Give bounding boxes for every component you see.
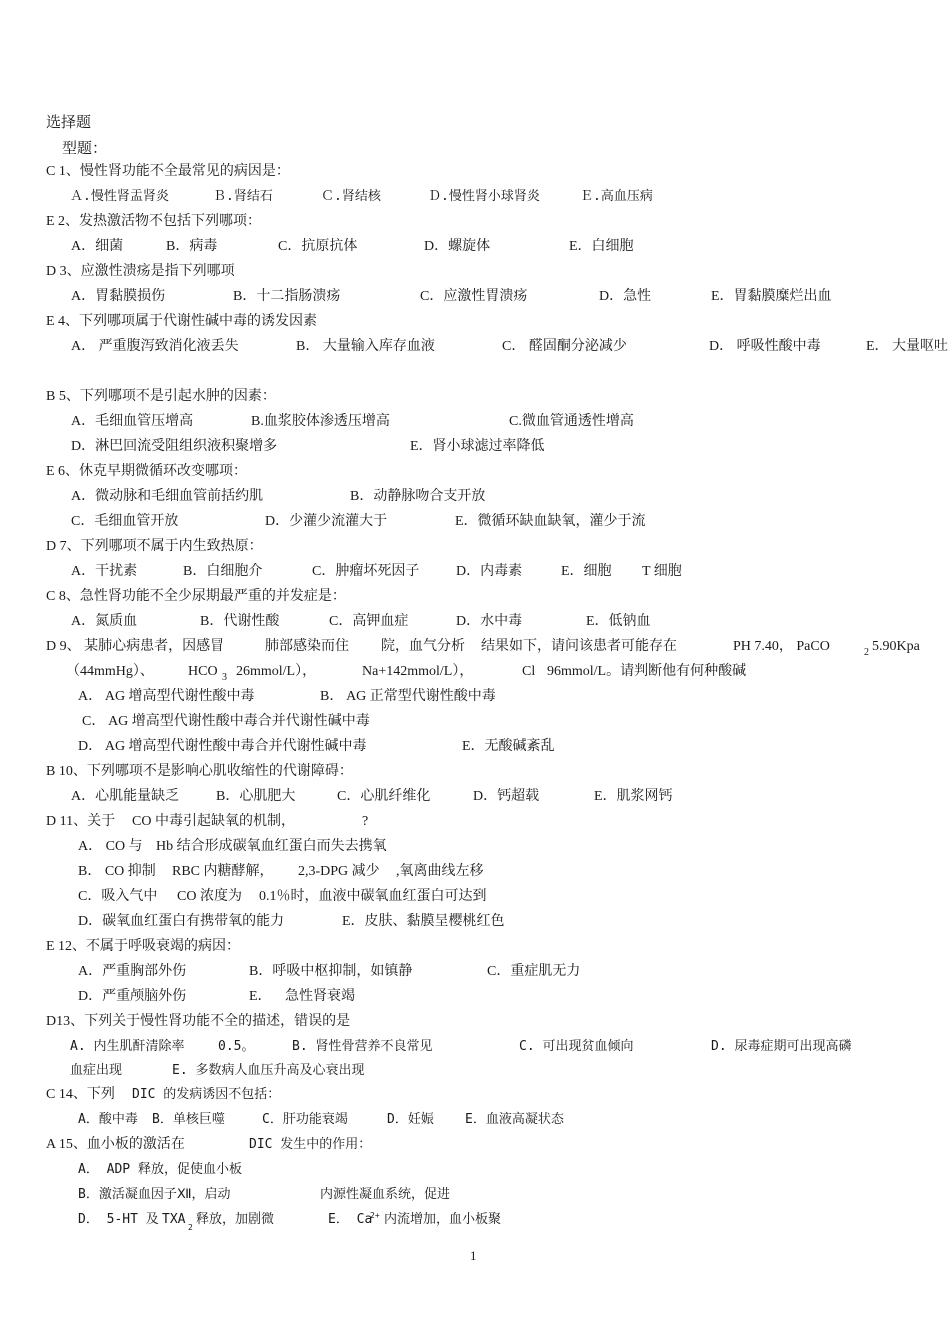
option-d: D． AG 增高型代谢性酸中毒合并代谢性碱中毒	[78, 739, 367, 754]
option-d: D．螺旋体	[424, 239, 491, 254]
option-e-part: 内流增加，血小板聚	[384, 1212, 502, 1227]
cl-value: 96mmol/L。请判断他有何种酸碱	[547, 664, 747, 679]
option-b: B．心肌肥大	[216, 789, 296, 804]
question-15-option-b	[0, 1183, 950, 1207]
question-13-options-row1	[0, 1035, 950, 1059]
option-a: Ａ.慢性肾盂肾炎	[70, 189, 169, 204]
option-e: E．肌浆网钙	[594, 789, 673, 804]
question-9	[0, 635, 950, 659]
option-c: C． 醛固酮分泌减少	[502, 339, 627, 354]
option-d: D．钙超载	[473, 789, 540, 804]
option-d: D．淋巴回流受阻组织液积聚增多	[71, 439, 278, 454]
question-5	[0, 385, 950, 409]
section-title-text: 选择题	[46, 113, 92, 131]
option-e: Ｅ.高血压病	[580, 189, 653, 204]
section-title	[0, 110, 950, 134]
option-b-part: 2,3-DPG 减少	[298, 864, 380, 879]
option-b: B．病毒	[166, 239, 218, 254]
question-11-option-b	[0, 860, 950, 884]
question-text: A 15、血小板的激活在	[46, 1137, 185, 1152]
option-d: D．急性	[599, 289, 652, 304]
option-a: A．微动脉和毛细血管前括约肌	[71, 489, 264, 504]
option-a: A．酸中毒	[78, 1112, 138, 1127]
option-c: C．应激性胃溃疡	[420, 289, 528, 304]
question-8-options	[0, 610, 950, 634]
question-text: E 4、下列哪项属于代谢性碱中毒的诱发因素	[46, 314, 318, 329]
option-e-part: 急性肾衰竭	[285, 989, 355, 1004]
option-c: C．抗原抗体	[278, 239, 358, 254]
option-d: D．少灌少流灌大于	[265, 514, 388, 529]
question-text-part: 结果如下，请问该患者可能存在	[481, 639, 677, 654]
question-4	[0, 310, 950, 334]
option-a-part: Hb 结合形成碳氧血红蛋白而失去携氧	[156, 839, 387, 854]
question-11	[0, 810, 950, 834]
option-e: E．胃黏膜糜烂出血	[711, 289, 832, 304]
option-d-part: 血症出现	[70, 1063, 123, 1078]
option-b-part: ,氧离曲线左移	[396, 864, 484, 879]
question-9-options-row1	[0, 685, 950, 709]
option-a-part: 0.5。	[218, 1039, 255, 1054]
question-10-options	[0, 785, 950, 809]
option-a: A．严重胸部外伤	[78, 964, 187, 979]
question-4-options	[0, 335, 950, 359]
option-e: E．	[249, 989, 272, 1004]
option-b: Ｂ.肾结石	[213, 189, 273, 204]
question-2	[0, 210, 950, 234]
option-a: A．毛细血管压增高	[71, 414, 194, 429]
question-9-continued	[0, 660, 950, 684]
option-a: A．胃黏膜损伤	[71, 289, 166, 304]
option-b: B.血浆胶体渗透压增高	[251, 414, 390, 429]
question-14-options	[0, 1108, 950, 1132]
question-10	[0, 760, 950, 784]
option-b: B．单核巨噬	[152, 1112, 225, 1127]
option-d-part: TXA	[162, 1212, 186, 1227]
question-text: D13、下列关于慢性肾功能不全的描述，错误的是	[46, 1014, 351, 1029]
cl-label: Cl	[522, 664, 536, 679]
section-subtitle	[0, 136, 950, 160]
question-15	[0, 1133, 950, 1157]
option-c: Ｃ.肾结核	[321, 189, 381, 204]
na-value: Na+142mmol/L），	[362, 664, 474, 679]
option-a: A. 内生肌酐清除率	[70, 1039, 185, 1054]
option-e: E．肾小球滤过率降低	[410, 439, 545, 454]
option-d: D. 尿毒症期可出现高磷	[711, 1039, 852, 1054]
option-e: E. 多数病人血压升高及心衰出现	[172, 1063, 365, 1078]
option-d: D．妊娠	[387, 1112, 434, 1127]
question-1-options	[0, 185, 950, 209]
option-c: C．吸入气中	[78, 889, 158, 904]
question-12-options-row1	[0, 960, 950, 984]
option-d: D． 5-HT 及	[78, 1212, 159, 1227]
question-text-part: 院，血气分析	[381, 639, 465, 654]
option-b: B． 大量输入库存血液	[296, 339, 435, 354]
question-text: D 7、下列哪项不属于内生致热原：	[46, 539, 263, 554]
question-9-options-row3	[0, 735, 950, 759]
question-15-options-de	[0, 1208, 950, 1232]
option-e: E．细胞	[561, 564, 612, 579]
section-subtitle-text: 型题：	[62, 139, 108, 157]
option-d: D．内毒素	[456, 564, 523, 579]
question-13	[0, 1010, 950, 1034]
question-13-options-row2	[0, 1059, 950, 1083]
option-c: C．肝功能衰竭	[262, 1112, 348, 1127]
option-b: B．动静脉吻合支开放	[350, 489, 486, 504]
question-5-options-row1	[0, 410, 950, 434]
option-b: B． AG 正常型代谢性酸中毒	[320, 689, 496, 704]
option-c: C.微血管通透性增高	[509, 414, 634, 429]
option-b: B．十二指肠溃疡	[233, 289, 341, 304]
option-a: A．干扰素	[71, 564, 138, 579]
question-5-options-row2	[0, 435, 950, 459]
question-text-part: ?	[362, 814, 369, 829]
page-number: 1	[470, 1248, 477, 1263]
option-e: E． Ca	[328, 1212, 373, 1227]
option-e: E．血液高凝状态	[465, 1112, 564, 1127]
option-b-part: 内源性凝血系统，促进	[320, 1187, 451, 1202]
question-text-part: CO 中毒引起缺氧的机制，	[132, 814, 295, 829]
question-1	[0, 160, 950, 184]
option-c-part: 0.1％时，血液中碳氧血红蛋白可达到	[259, 889, 487, 904]
option-c: C．高钾血症	[329, 614, 409, 629]
question-3	[0, 260, 950, 284]
question-14	[0, 1083, 950, 1107]
question-3-options	[0, 285, 950, 309]
option-d-part: 释放，加剧微	[196, 1212, 275, 1227]
option-d: D．碳氧血红蛋白有携带氧的能力	[78, 914, 285, 929]
option-c: C． AG 增高型代谢性酸中毒合并代谢性碱中毒	[82, 714, 370, 729]
question-7	[0, 535, 950, 559]
option-c: C．毛细血管开放	[71, 514, 179, 529]
subscript: 2	[188, 1223, 193, 1232]
option-d: D． 呼吸性酸中毒	[709, 339, 821, 354]
paco2-value: 5.90Kpa	[872, 639, 920, 654]
question-11-options-de	[0, 910, 950, 934]
option-a: A． 严重腹泻致消化液丢失	[71, 339, 239, 354]
question-text: B 10、下列哪项不是影响心肌收缩性的代谢障碍：	[46, 764, 353, 779]
question-text-part: （44mmHg）、	[66, 664, 154, 679]
question-12	[0, 935, 950, 959]
option-b: B．激活凝血因子Ⅻ，启动	[78, 1187, 231, 1202]
option-a: A． ADP 释放，促使血小板	[78, 1162, 242, 1177]
option-b-part: RBC 内糖酵解，	[172, 864, 274, 879]
question-11-option-c	[0, 885, 950, 909]
question-8	[0, 585, 950, 609]
superscript: 2+	[370, 1211, 380, 1220]
option-b: B．呼吸中枢抑制，如镇静	[249, 964, 413, 979]
option-c: C．心肌纤维化	[337, 789, 431, 804]
option-d: D．严重颅脑外伤	[78, 989, 187, 1004]
subscript: 2	[864, 647, 869, 658]
option-b: B．白细胞介	[183, 564, 263, 579]
hco3-label: HCO	[188, 664, 218, 679]
option-a: A．细菌	[71, 239, 124, 254]
option-d: D．水中毒	[456, 614, 523, 629]
option-e: E．皮肤、黏膜呈樱桃红色	[342, 914, 505, 929]
question-7-options	[0, 560, 950, 584]
option-b: B． CO 抑制	[78, 864, 156, 879]
option-e: E．无酸碱紊乱	[462, 739, 555, 754]
question-6	[0, 460, 950, 484]
question-6-options-row2	[0, 510, 950, 534]
question-text: D 3、应激性溃疡是指下列哪项	[46, 264, 235, 279]
question-text-part: DIC 发生中的作用：	[249, 1137, 372, 1152]
question-15-option-a	[0, 1158, 950, 1182]
question-text: B 5、下列哪项不是引起水肿的因素：	[46, 389, 276, 404]
question-2-options	[0, 235, 950, 259]
option-a: A．氮质血	[71, 614, 138, 629]
option-c: C. 可出现贫血倾向	[519, 1039, 634, 1054]
question-text: E 6、休克早期微循环改变哪项：	[46, 464, 248, 479]
option-d: Ｄ.慢性肾小球肾炎	[428, 189, 540, 204]
question-6-options-row1	[0, 485, 950, 509]
option-e: E．微循环缺血缺氧，灌少于流	[455, 514, 646, 529]
question-text-part: DIC 的发病诱因不包括：	[132, 1087, 281, 1102]
option-a: A． CO 与	[78, 839, 143, 854]
question-text: C 14、下列	[46, 1087, 115, 1102]
option-e-tail: T 细胞	[642, 564, 682, 579]
option-c-part: CO 浓度为	[177, 889, 242, 904]
question-text: D 9、 某肺心病患者，因感冒	[46, 639, 225, 654]
ph-value: PH 7.40， PaCO	[733, 639, 830, 654]
subscript: 3	[222, 672, 227, 683]
option-a: A．心肌能量缺乏	[71, 789, 180, 804]
option-e: E．白细胞	[569, 239, 634, 254]
question-text-part: 肺部感染而住	[265, 639, 349, 654]
option-e: E． 大量呕吐	[866, 339, 949, 354]
option-b: B. 肾性骨营养不良常见	[292, 1039, 433, 1054]
question-text: E 2、发热激活物不包括下列哪项：	[46, 214, 262, 229]
question-text: C 1、慢性肾功能不全最常见的病因是：	[46, 164, 290, 179]
option-c: C．重症肌无力	[487, 964, 581, 979]
option-c: C．肿瘤坏死因子	[312, 564, 420, 579]
question-text: D 11、关于	[46, 814, 116, 829]
question-9-options-row2	[0, 710, 950, 734]
question-11-option-a	[0, 835, 950, 859]
option-b: B．代谢性酸	[200, 614, 280, 629]
option-e: E．低钠血	[586, 614, 651, 629]
question-text: C 8、急性肾功能不全少尿期最严重的并发症是：	[46, 589, 346, 604]
hco3-value: 26mmol/L），	[236, 664, 317, 679]
option-a: A． AG 增高型代谢性酸中毒	[78, 689, 255, 704]
question-12-options-row2	[0, 985, 950, 1009]
question-text: E 12、不属于呼吸衰竭的病因：	[46, 939, 241, 954]
